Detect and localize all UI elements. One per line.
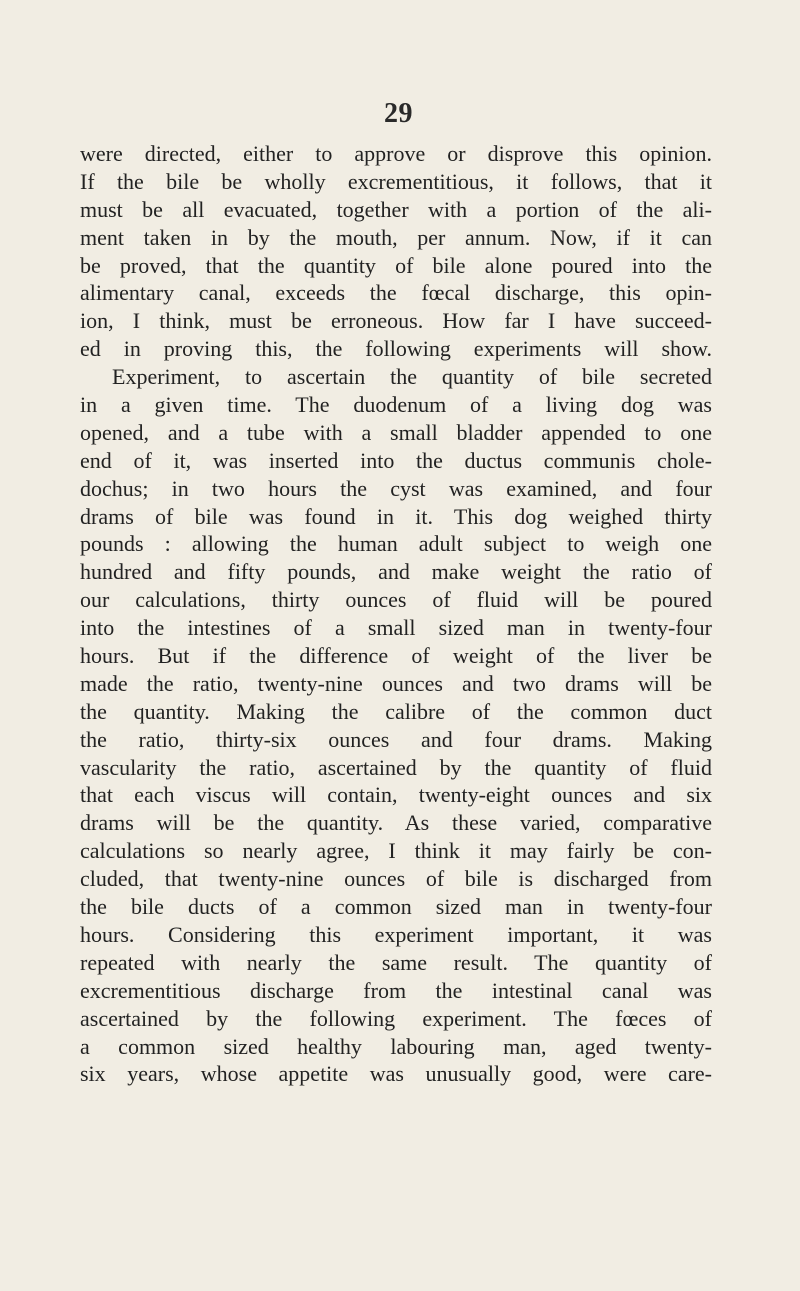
text-line: pounds : allowing the human adult subject to weigh one [80, 531, 712, 557]
text-line: opened, and a tube with a small bladder appended to one [80, 419, 712, 445]
text-line: end of it, was inserted into the ductus communis chole- [80, 447, 712, 473]
text-line: drams will be the quantity. As these varied, comparative [80, 810, 712, 836]
text-line: hours. But if the difference of weight of the liver be [80, 643, 712, 669]
text-line: alimentary canal, exceeds the fœcal discharge, this opin- [80, 280, 712, 306]
text-line: drams of bile was found in it. This dog weighed thirty [80, 503, 712, 529]
text-line: the ratio, thirty-six ounces and four drams. Making [80, 726, 712, 752]
text-line: hours. Considering this experiment important, it was [80, 921, 712, 947]
text-line: were directed, either to approve or disprove this opinion. [80, 141, 712, 166]
text-line: ascertained by the following experiment. The fœces of [80, 1005, 712, 1031]
text-line: hundred and fifty pounds, and make weight the ratio of [80, 559, 712, 585]
text-line: ed in proving this, the following experiments will show. [80, 336, 712, 362]
text-line: that each viscus will contain, twenty-eight ounces and six [80, 782, 712, 808]
text-line: ion, I think, must be erroneous. How far I have succeed- [80, 308, 712, 334]
text-line: ment taken in by the mouth, per annum. Now, if it can [80, 224, 712, 250]
text-line: If the bile be wholly excrementitious, it follows, that it [80, 168, 712, 194]
text-line: cluded, that twenty-nine ounces of bile is discharged from [80, 866, 712, 892]
text-line: made the ratio, twenty-nine ounces and two drams will be [80, 670, 712, 696]
text-line: into the intestines of a small sized man in twenty-four [80, 615, 712, 641]
body-text [80, 140, 712, 1088]
text-line: repeated with nearly the same result. The quantity of [80, 949, 712, 975]
text-line: must be all evacuated, together with a portion of the ali- [80, 196, 712, 222]
page-number: 29 [384, 98, 413, 129]
text-line: be proved, that the quantity of bile alone poured into the [80, 252, 712, 278]
text-line: the quantity. Making the calibre of the common duct [80, 698, 712, 724]
text-line: the bile ducts of a common sized man in twenty-four [80, 894, 712, 920]
text-line: calculations so nearly agree, I think it may fairly be con- [80, 838, 712, 864]
text-line: excrementitious discharge from the intestinal canal was [80, 977, 712, 1003]
text-line: our calculations, thirty ounces of fluid will be poured [80, 587, 712, 613]
text-line: a common sized healthy labouring man, aged twenty- [80, 1033, 712, 1059]
text-line: Experiment, to ascertain the quantity of bile secreted [112, 364, 712, 390]
text-line: in a given time. The duodenum of a living dog was [80, 392, 712, 418]
text-line: vascularity the ratio, ascertained by the quantity of fluid [80, 754, 712, 780]
text-line: six years, whose appetite was unusually good, were care- [80, 1061, 712, 1087]
text-line: dochus; in two hours the cyst was examined, and four [80, 475, 712, 501]
